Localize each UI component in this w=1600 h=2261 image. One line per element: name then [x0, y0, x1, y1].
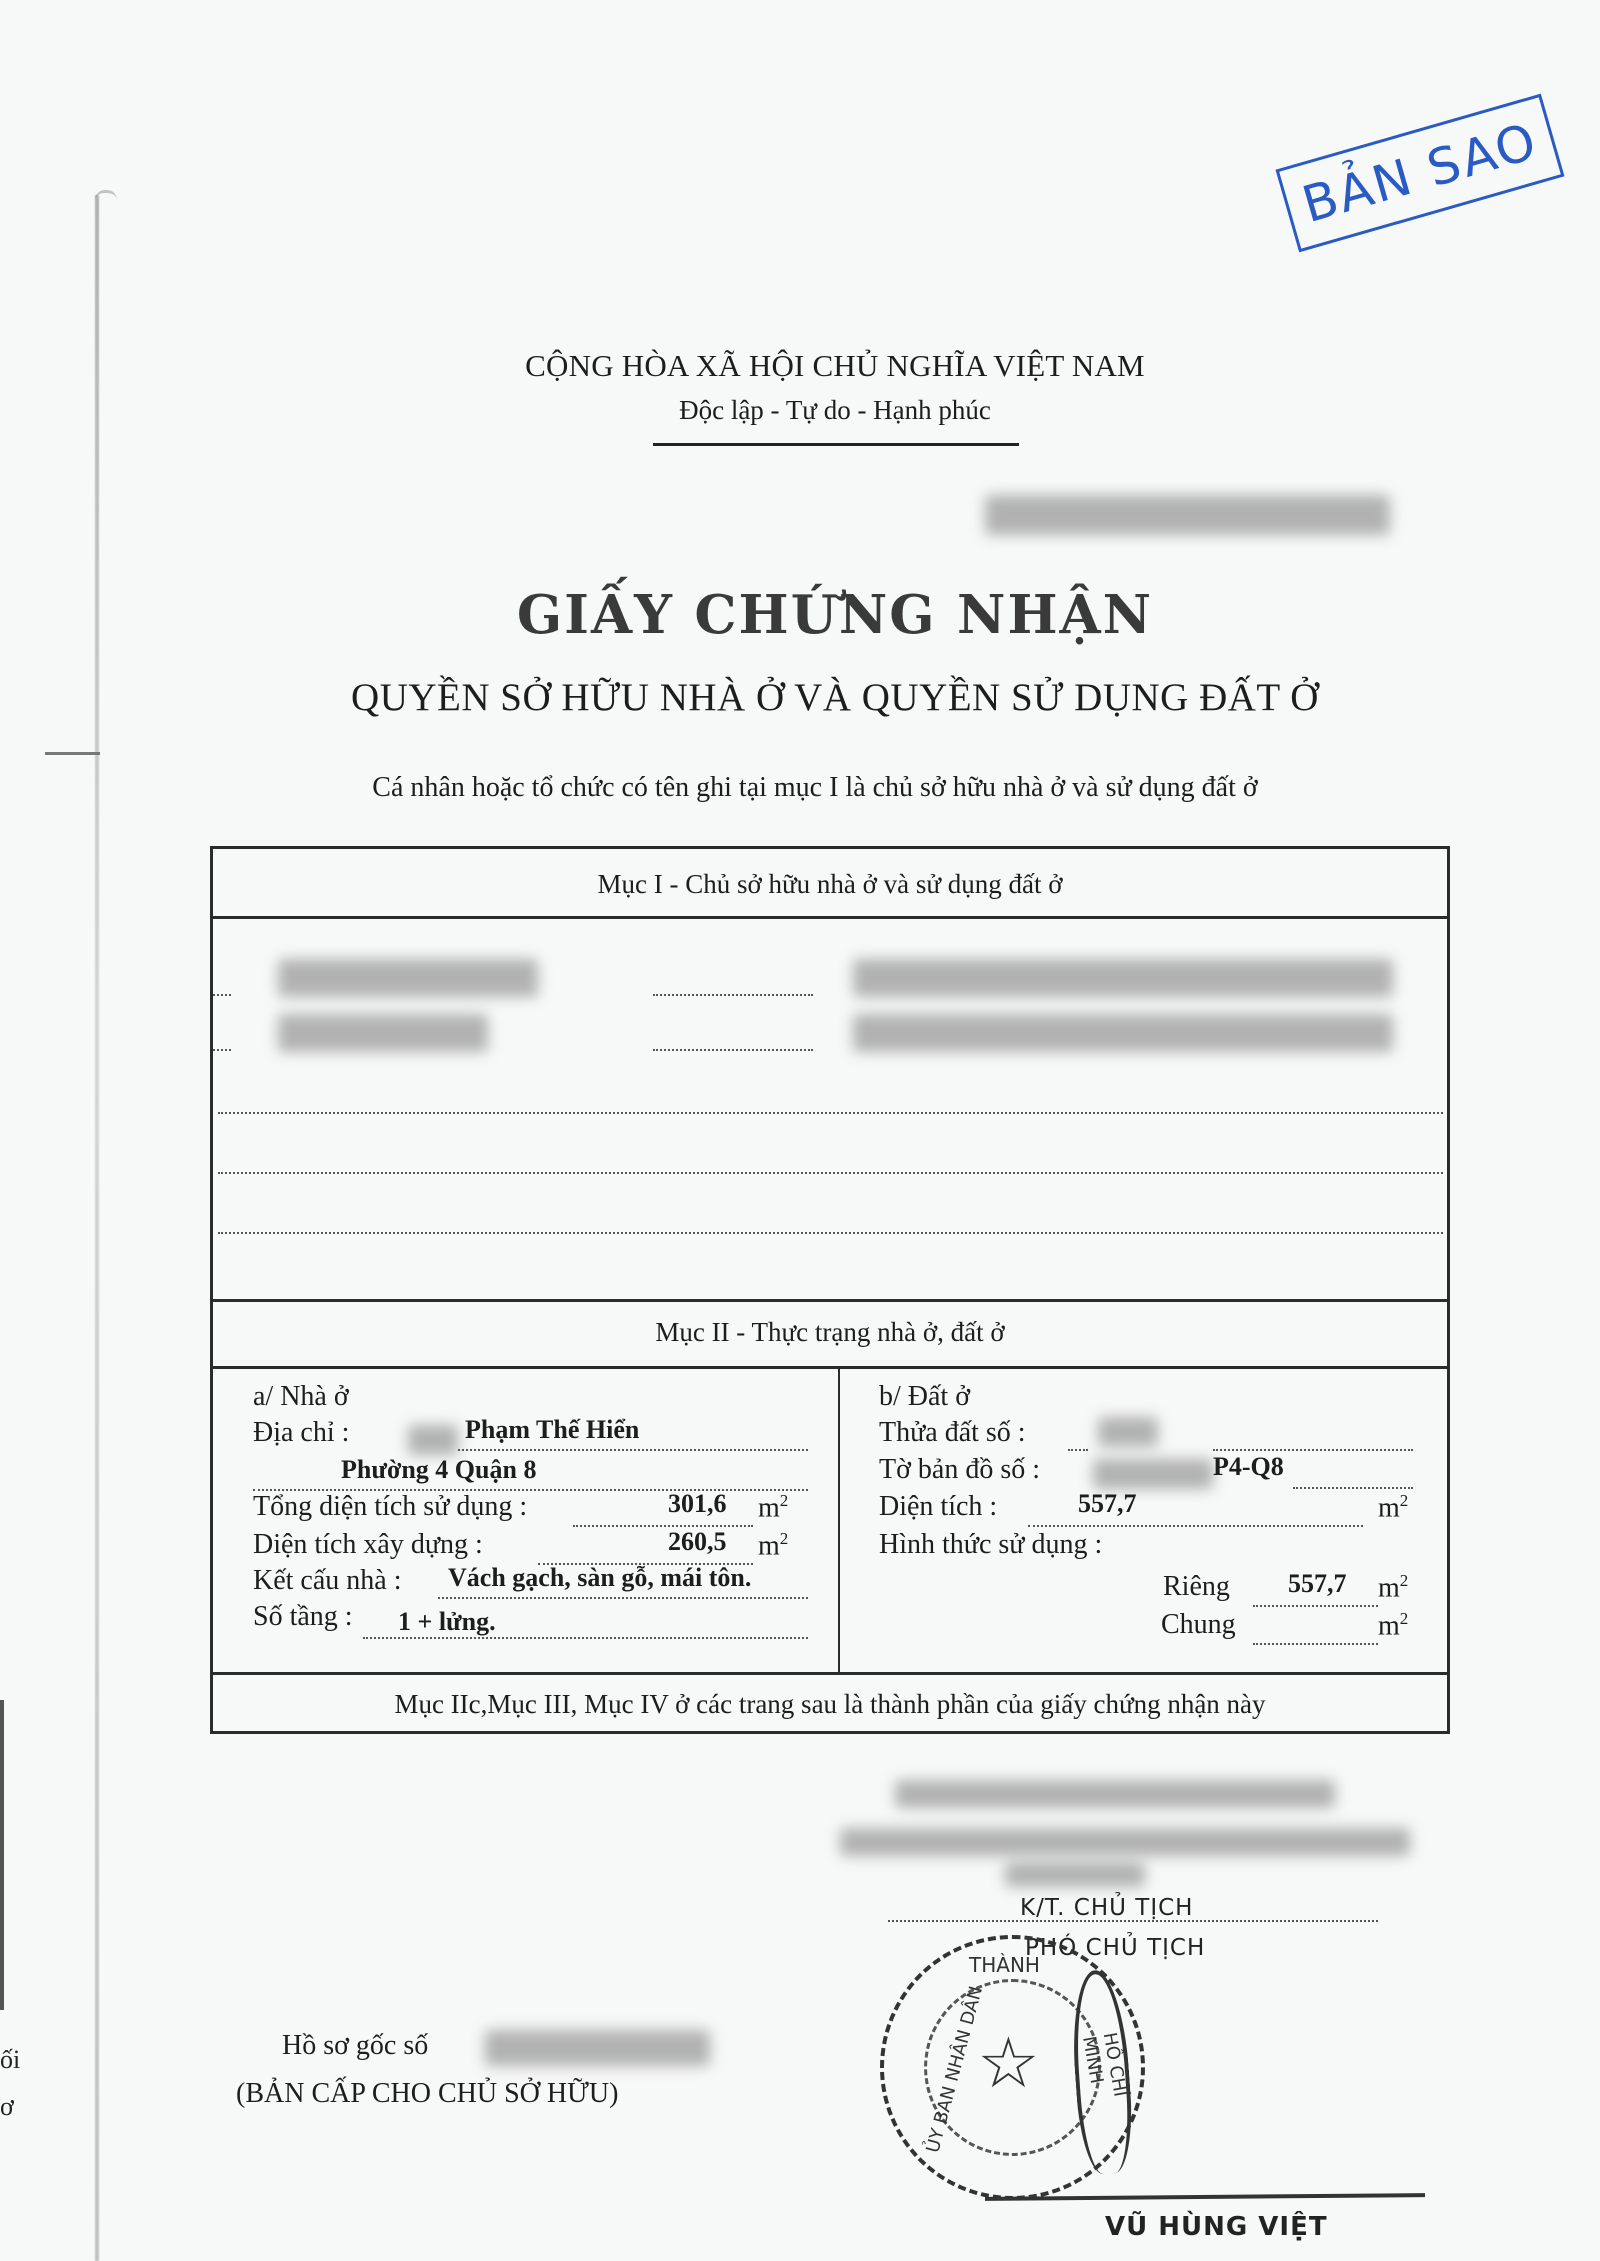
issuing-authority-redacted [840, 1828, 1410, 1856]
dotted-line [1028, 1525, 1363, 1527]
dotted-line [1068, 1449, 1088, 1451]
dotted-line [363, 1637, 808, 1639]
dotted-line [218, 1172, 1443, 1174]
address-row [253, 1417, 349, 1449]
adjacent-page-text: ơ [0, 2092, 14, 2121]
signer-name: VŨ HÙNG VIỆT [1105, 2212, 1328, 2242]
dotted-line [438, 1597, 808, 1599]
dotted-line [458, 1449, 808, 1451]
dotted-line [213, 994, 231, 996]
star-icon: ☆ [977, 2026, 1040, 2103]
country-name: CỘNG HÒA XÃ HỘI CHỦ NGHĨA VIỆT NAM [525, 348, 1145, 383]
adjacent-page-text: ối [0, 2045, 21, 2074]
land-area-unit: $m^2$ [1378, 1491, 1409, 1524]
copy-issued-note: (BẢN CẤP CHO CHỦ SỞ HỮU) [236, 2078, 619, 2109]
land-area-label: Diện tích : [879, 1491, 998, 1522]
house-number-redacted [408, 1425, 458, 1455]
record-number-label: Hồ sơ gốc số [282, 2030, 429, 2061]
map-sheet-label: Tờ bản đồ số : [879, 1454, 1041, 1485]
build-area-unit: $m^2$ [758, 1529, 789, 1562]
owner-2-name-redacted [278, 1014, 488, 1052]
usage-label: Hình thức sử dụng : [879, 1529, 1103, 1560]
dotted-line [1253, 1643, 1378, 1645]
total-area-unit: $m^2$ [758, 1491, 789, 1524]
divider [213, 916, 1447, 919]
structure-label: Kết cấu nhà : [253, 1565, 402, 1596]
column-divider [838, 1367, 840, 1672]
parcel-number-redacted [1098, 1417, 1158, 1447]
dotted-line [1213, 1449, 1413, 1451]
structure-value: Vách gạch, sàn gỗ, mái tôn. [448, 1563, 752, 1592]
record-number-redacted [485, 2030, 710, 2066]
total-area-label: Tổng diện tích sử dụng : [253, 1491, 528, 1522]
signer-role: PHÓ CHỦ TỊCH [1025, 1935, 1206, 1961]
seal-text-top: THÀNH [969, 1953, 1040, 1977]
seal-text-right: HỒ CHÍ MINH [1078, 2030, 1131, 2099]
national-motto: Độc lập - Tự do - Hạnh phúc [679, 395, 991, 425]
owner-1-name-redacted [278, 959, 538, 997]
dotted-line [1253, 1605, 1378, 1607]
floors-value: 1 + lửng. [398, 1607, 496, 1636]
dotted-line [213, 1049, 231, 1051]
build-area-label: Diện tích xây dựng : [253, 1529, 483, 1560]
certificate-table [210, 846, 1450, 1734]
intro-text: Cá nhân hoặc tổ chức có tên ghi tại mục I là chủ sở hữu nhà ở và sử dụng đất ở [372, 772, 1258, 803]
section1-heading: Mục I - Chủ sở hữu nhà ở và sử dụng đất ở [597, 869, 1063, 899]
land-area-value: 557,7 [1078, 1489, 1137, 1518]
map-sheet-number-redacted [1093, 1459, 1213, 1489]
dotted-line [218, 1112, 1443, 1114]
address-ward: Phường 4 Quận 8 [341, 1455, 537, 1484]
private-area-unit: $m^2$ [1378, 1571, 1409, 1604]
divider [213, 1672, 1447, 1675]
dotted-line [653, 994, 813, 996]
map-sheet-suffix: P4-Q8 [1213, 1452, 1284, 1481]
private-label: Riêng [1163, 1571, 1230, 1602]
build-area-value: 260,5 [668, 1527, 727, 1556]
dotted-line [218, 1232, 1443, 1234]
copy-stamp: BẢN SAO [1275, 94, 1564, 253]
owner-2-id-redacted [853, 1014, 1393, 1052]
dotted-line [1293, 1487, 1413, 1489]
adjacent-page-edge [0, 1700, 4, 2010]
document-title: GIẤY CHỨNG NHẬN [516, 584, 1154, 646]
address-label: Địa chỉ : [253, 1417, 350, 1448]
owner-1-id-redacted [853, 959, 1393, 997]
private-area-value: 557,7 [1288, 1569, 1347, 1598]
section2-heading: Mục II - Thực trạng nhà ở, đất ở [655, 1317, 1005, 1347]
on-behalf-label: K/T. CHỦ TỊCH [1020, 1895, 1194, 1921]
seal-text-left: ỦY BAN NHÂN DÂN [922, 1983, 988, 2156]
header-underline [653, 443, 1019, 446]
dotted-line [653, 1049, 813, 1051]
divider [213, 1299, 1447, 1302]
shared-area-unit: $m^2$ [1378, 1609, 1409, 1642]
house-label: a/ Nhà ở [253, 1381, 349, 1412]
floors-label: Số tầng : [253, 1601, 353, 1632]
issuing-number-redacted [1005, 1862, 1145, 1887]
parcel-label: Thửa đất số : [879, 1417, 1026, 1448]
divider [213, 1366, 1447, 1369]
shared-label: Chung [1161, 1609, 1236, 1640]
address-street: Phạm Thế Hiển [465, 1415, 640, 1444]
land-label: b/ Đất ở [879, 1381, 971, 1412]
issue-date-redacted [895, 1780, 1335, 1808]
total-area-value: 301,6 [668, 1489, 727, 1518]
footer-note: Mục IIc,Mục III, Mục IV ở các trang sau là thành phần của giấy chứng nhận này [394, 1689, 1266, 1719]
serial-number-redacted [985, 495, 1390, 535]
document-subtitle: QUYỀN SỞ HỮU NHÀ Ở VÀ QUYỀN SỬ DỤNG ĐẤT Ở [351, 676, 1319, 719]
scan-mark [45, 752, 100, 755]
page-fold-line [95, 195, 99, 2261]
